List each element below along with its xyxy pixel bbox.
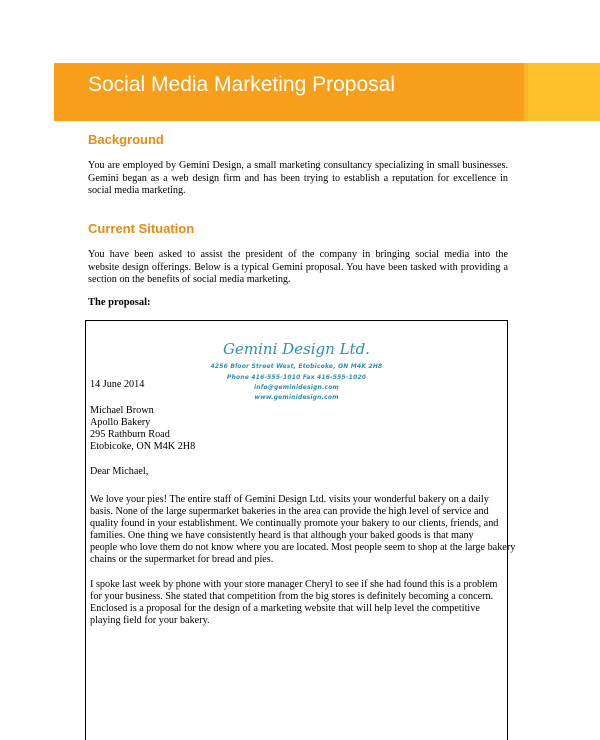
- letter-date: 14 June 2014: [90, 379, 145, 390]
- letter-paragraph-line: We love your pies! The entire staff of Gemini Design Ltd. visits your wonderful bakery on a daily: [90, 494, 489, 505]
- current-situation-line: You have been asked to assist the president of the company in bringing social media into the: [88, 249, 508, 260]
- background-line: Gemini began as a web design firm and has been trying to establish a reputation for excellence in: [88, 172, 508, 184]
- recipient-city: Etobicoke, ON M4K 2H8: [90, 441, 196, 452]
- letterhead-email: info@geminidesign.com: [253, 384, 340, 391]
- title-banner: [54, 63, 600, 121]
- background-line: You are employed by Gemini Design, a small marketing consultancy specializing in small businesses.: [88, 160, 508, 171]
- proposal-letter: [85, 320, 516, 740]
- letter-paragraph-line: families. One thing we have consistently heard is that although your baked goods is that many: [90, 530, 474, 541]
- current-situation-paragraph: [88, 249, 508, 287]
- letter-paragraph-line: chains or the supermarket for bread and pies.: [90, 554, 274, 565]
- letter-paragraph-line: I spoke last week by phone with your store manager Cheryl to see if she had found this is a problem: [90, 579, 498, 590]
- letter-paragraph-line: Enclosed is a proposal for the design of a marketing website that will help level the competitive: [90, 603, 480, 614]
- recipient-company: Apollo Bakery: [90, 417, 151, 428]
- letter-salutation: Dear Michael,: [90, 466, 149, 477]
- letter-paragraph-line: playing field for your bakery.: [90, 615, 210, 626]
- background-heading: Background: [88, 132, 164, 147]
- letterhead-company: Gemini Design Ltd.: [223, 340, 370, 358]
- letterhead-address: 4256 Bloor Street West, Etobicoke, ON M4K 2H8: [210, 363, 383, 370]
- current-situation-line: section on the benefits of social media marketing.: [88, 274, 291, 285]
- background-paragraph: [88, 160, 508, 198]
- banner-accent-stripe: [524, 63, 528, 121]
- recipient-name: Michael Brown: [90, 405, 154, 416]
- letter-paragraph-line: people who love them do not know where you are located. Most people seem to shop at the large bakery: [90, 542, 516, 553]
- banner-accent: [524, 63, 600, 121]
- letter-paragraph-line: basis. None of the large supermarket bakeries in the area can provide the high level of service and: [90, 506, 489, 517]
- document-title: Social Media Marketing Proposal: [88, 73, 395, 96]
- letterhead-web: www.geminidesign.com: [254, 394, 339, 401]
- current-situation-line: website design offerings. Below is a typical Gemini proposal. You have been tasked with providing a: [88, 261, 508, 273]
- letterhead-phone: Phone 416-555-1010 Fax 416-555-1020: [226, 374, 367, 381]
- recipient-street: 295 Rathburn Road: [90, 429, 170, 440]
- letter-paragraph-line: quality found in your establishment. We continually promote your bakery to our clients, friends, and: [90, 518, 499, 529]
- current-situation-heading: Current Situation: [88, 221, 195, 236]
- proposal-label: The proposal:: [88, 297, 151, 308]
- letter-paragraph-line: for your business. She stated that competition from the big stores is definitely becoming a concern.: [90, 591, 494, 602]
- background-line: social media marketing.: [88, 185, 186, 196]
